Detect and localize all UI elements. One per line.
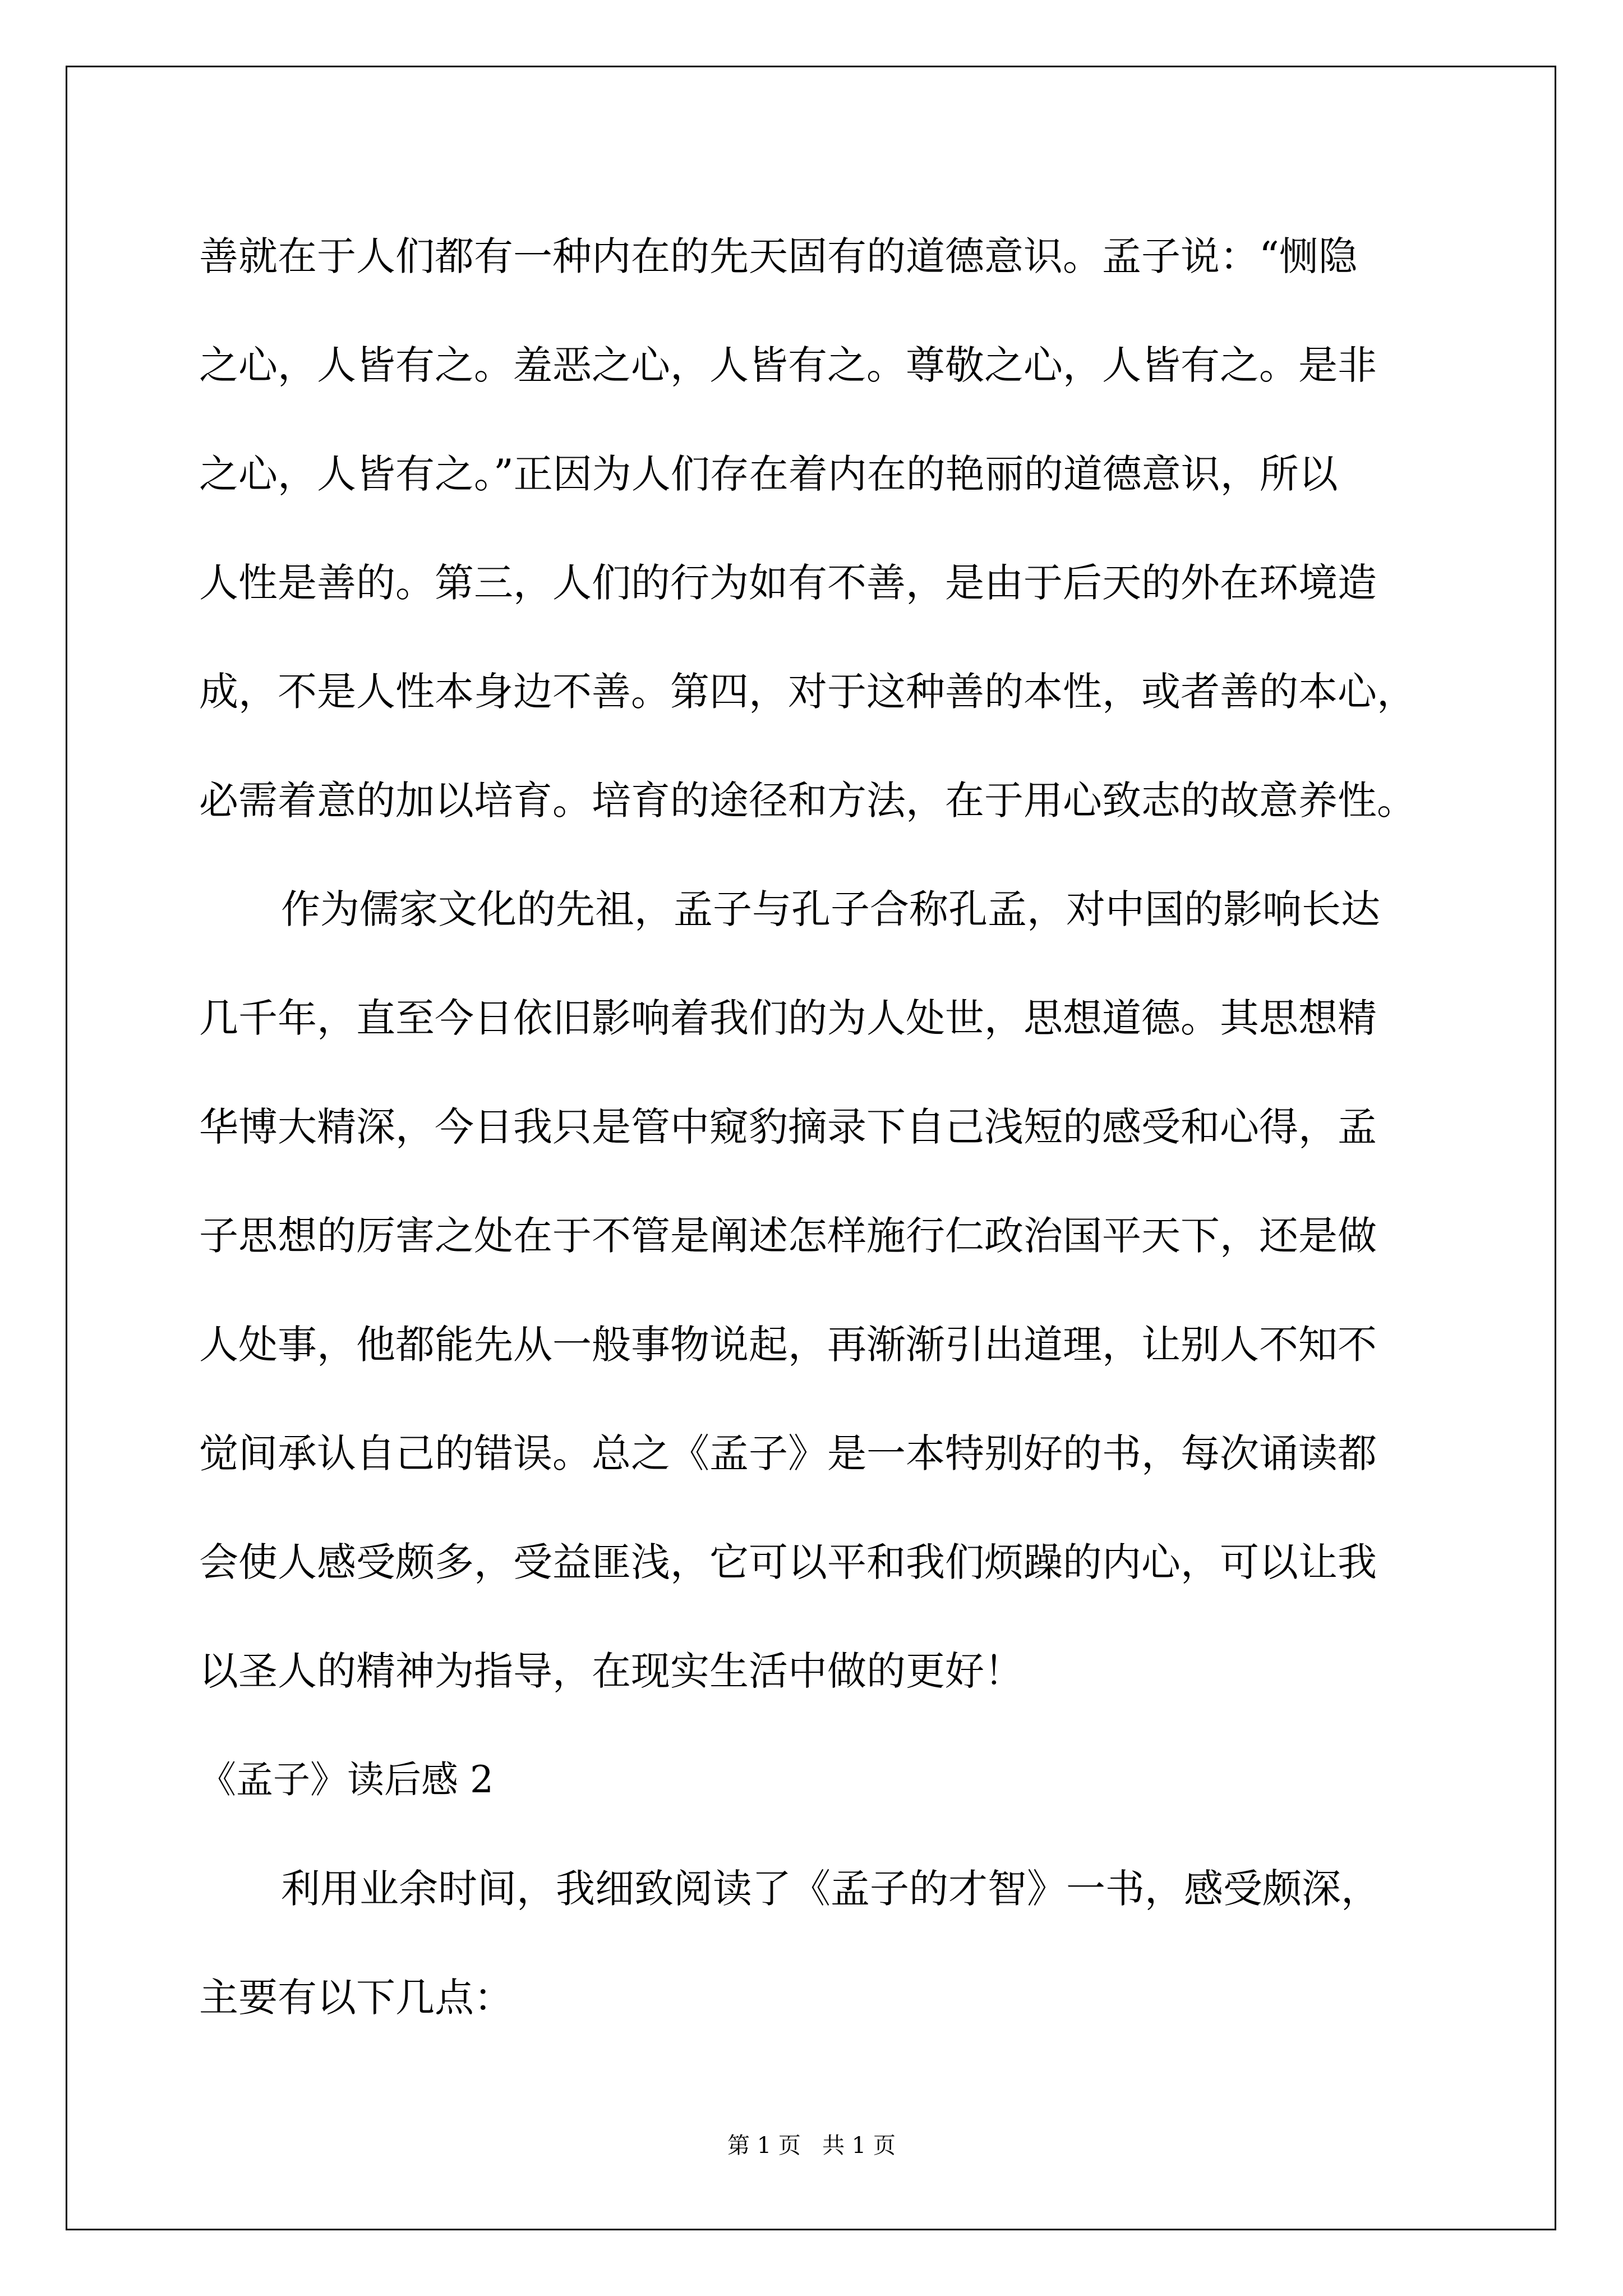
text-line: 善就在于人们都有一种内在的先天固有的道德意识。孟子说：“恻隐 bbox=[199, 233, 1358, 279]
section-heading: 《孟子》读后感 2 bbox=[199, 1758, 494, 1801]
text-line: 子思想的厉害之处在于不管是阐述怎样施行仁政治国平天下，还是做 bbox=[199, 1213, 1377, 1259]
text-line: 之心，人皆有之。”正因为人们存在着内在的艳丽的道德意识，所以 bbox=[199, 451, 1338, 497]
text-line: 成，不是人性本身边不善。第四，对于这种善的本性，或者善的本心， bbox=[199, 669, 1416, 715]
page-footer: 第 1 页 共 1 页 bbox=[727, 2133, 896, 2159]
paragraph-start-line: 作为儒家文化的先祖，孟子与孔子合称孔孟，对中国的影响长达 bbox=[281, 886, 1380, 932]
text-line: 以圣人的精神为指导，在现实生活中做的更好！ bbox=[199, 1648, 1023, 1694]
text-line: 之心，人皆有之。羞恶之心，人皆有之。尊敬之心，人皆有之。是非 bbox=[199, 342, 1377, 388]
text-line: 华博大精深，今日我只是管中窥豹摘录下自己浅短的感受和心得，孟 bbox=[199, 1104, 1377, 1150]
text-line: 人性是善的。第三，人们的行为如有不善，是由于后天的外在环境造 bbox=[199, 560, 1377, 606]
text-line: 觉间承认自己的错误。总之《孟子》是一本特别好的书，每次诵读都 bbox=[199, 1430, 1377, 1476]
text-line: 人处事，他都能先从一般事物说起，再渐渐引出道理，让别人不知不 bbox=[199, 1322, 1377, 1368]
paragraph-start-line: 利用业余时间，我细致阅读了《孟子的才智》一书，感受颇深， bbox=[281, 1866, 1380, 1912]
text-line: 几千年，直至今日依旧影响着我们的为人处世，思想道德。其思想精 bbox=[199, 995, 1377, 1041]
text-line: 会使人感受颇多，受益匪浅，它可以平和我们烦躁的内心，可以让我 bbox=[199, 1539, 1377, 1585]
text-line: 主要有以下几点： bbox=[199, 1975, 513, 2021]
text-line: 必需着意的加以培育。培育的途径和方法，在于用心致志的故意养性。 bbox=[199, 777, 1416, 823]
document-body bbox=[199, 202, 1433, 2052]
